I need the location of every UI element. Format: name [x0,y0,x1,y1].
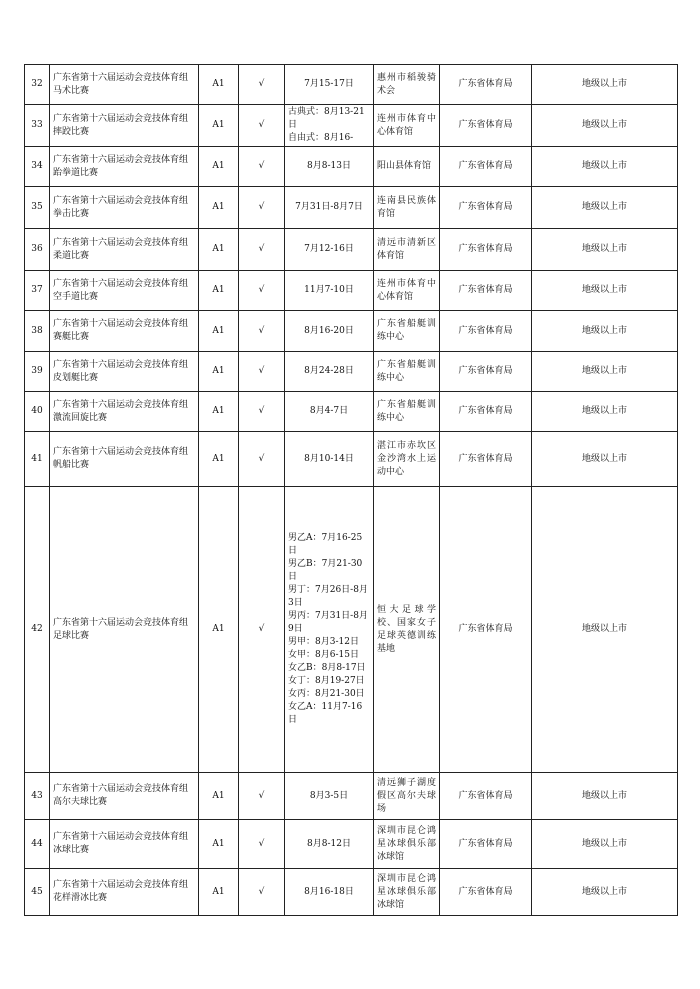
table-row [25,487,678,773]
event-name: 广东省第十六届运动会竞技体育组帆船比赛 [50,432,199,487]
event-name: 广东省第十六届运动会竞技体育组马术比赛 [50,65,199,105]
event-date: 8月3-5日 [285,773,374,820]
participant-scope: 地级以上市 [532,392,678,432]
event-name: 广东省第十六届运动会竞技体育组拳击比赛 [50,187,199,229]
event-name: 广东省第十六届运动会竞技体育组足球比赛 [50,487,199,773]
event-venue: 广东省船艇训练中心 [374,311,440,352]
event-level: A1 [199,105,239,147]
event-date: 8月8-13日 [285,147,374,187]
event-name: 广东省第十六届运动会竞技体育组柔道比赛 [50,229,199,271]
event-level: A1 [199,271,239,311]
event-level: A1 [199,487,239,773]
table-row [25,432,678,487]
organizer: 广东省体育局 [440,352,532,392]
event-venue: 湛江市赤坎区金沙湾水上运动中心 [374,432,440,487]
participant-scope: 地级以上市 [532,271,678,311]
participant-scope: 地级以上市 [532,311,678,352]
organizer: 广东省体育局 [440,105,532,147]
check-mark: √ [239,773,285,820]
row-number: 44 [25,820,50,869]
event-venue: 恒大足球学校、国家女子足球英德训练基地 [374,487,440,773]
event-level: A1 [199,229,239,271]
row-number: 32 [25,65,50,105]
date-line: 男丁：7月26日-8月3日 [288,585,368,608]
event-name: 广东省第十六届运动会竞技体育组空手道比赛 [50,271,199,311]
check-mark: √ [239,869,285,916]
check-mark: √ [239,65,285,105]
organizer: 广东省体育局 [440,65,532,105]
event-date: 8月10-14日 [285,432,374,487]
event-date [285,105,374,147]
table-row [25,820,678,869]
event-venue: 广东省船艇训练中心 [374,352,440,392]
check-mark: √ [239,487,285,773]
event-date: 7月15-17日 [285,65,374,105]
row-number: 36 [25,229,50,271]
check-mark: √ [239,432,285,487]
check-mark: √ [239,147,285,187]
table-row [25,392,678,432]
participant-scope: 地级以上市 [532,773,678,820]
check-mark: √ [239,352,285,392]
event-level: A1 [199,869,239,916]
event-name: 广东省第十六届运动会竞技体育组摔跤比赛 [50,105,199,147]
table-row [25,229,678,271]
participant-scope: 地级以上市 [532,187,678,229]
date-line: 女乙B：8月8-17日 [288,663,366,673]
row-number: 33 [25,105,50,147]
table-row [25,869,678,916]
event-venue: 惠州市稻骏骑术会 [374,65,440,105]
participant-scope: 地级以上市 [532,869,678,916]
table-row [25,65,678,105]
organizer: 广东省体育局 [440,147,532,187]
event-level: A1 [199,773,239,820]
date-line: 男乙A：7月16-25日 [288,533,363,556]
event-level: A1 [199,352,239,392]
event-venue: 阳山县体育馆 [374,147,440,187]
event-date: 8月16-18日 [285,869,374,916]
organizer: 广东省体育局 [440,487,532,773]
table-row [25,311,678,352]
row-number: 42 [25,487,50,773]
check-mark: √ [239,820,285,869]
organizer: 广东省体育局 [440,773,532,820]
participant-scope: 地级以上市 [532,820,678,869]
date-line: 自由式：8月16- [288,133,354,143]
event-name: 广东省第十六届运动会竞技体育组冰球比赛 [50,820,199,869]
event-level: A1 [199,311,239,352]
row-number: 45 [25,869,50,916]
participant-scope: 地级以上市 [532,65,678,105]
participant-scope: 地级以上市 [532,352,678,392]
event-name: 广东省第十六届运动会竞技体育组皮划艇比赛 [50,352,199,392]
event-venue: 连州市体育中心体育馆 [374,271,440,311]
table-body [25,65,678,916]
event-level: A1 [199,392,239,432]
check-mark: √ [239,229,285,271]
check-mark: √ [239,311,285,352]
date-line: 男乙B：7月21-30日 [288,559,363,582]
event-name: 广东省第十六届运动会竞技体育组赛艇比赛 [50,311,199,352]
table-row [25,773,678,820]
check-mark: √ [239,187,285,229]
participant-scope: 地级以上市 [532,487,678,773]
schedule-table [24,64,678,916]
row-number: 40 [25,392,50,432]
event-venue: 深圳市昆仑鸿星冰球俱乐部冰球馆 [374,820,440,869]
event-date: 8月24-28日 [285,352,374,392]
date-line: 古典式：8月13-21日 [288,107,365,130]
event-date: 7月31日-8月7日 [285,187,374,229]
row-number: 38 [25,311,50,352]
event-venue: 清远狮子湖度假区高尔夫球场 [374,773,440,820]
event-date: 8月8-12日 [285,820,374,869]
event-level: A1 [199,820,239,869]
event-venue: 清远市清新区体育馆 [374,229,440,271]
organizer: 广东省体育局 [440,869,532,916]
organizer: 广东省体育局 [440,187,532,229]
organizer: 广东省体育局 [440,820,532,869]
event-venue: 连州市体育中心体育馆 [374,105,440,147]
event-date: 7月12-16日 [285,229,374,271]
date-line: 女丙：8月21-30日 [288,689,365,699]
event-level: A1 [199,187,239,229]
table-row [25,147,678,187]
event-name: 广东省第十六届运动会竞技体育组花样滑冰比赛 [50,869,199,916]
event-name: 广东省第十六届运动会竞技体育组高尔夫球比赛 [50,773,199,820]
row-number: 37 [25,271,50,311]
participant-scope: 地级以上市 [532,105,678,147]
event-date: 8月16-20日 [285,311,374,352]
date-line: 女甲：8月6-15日 [288,650,359,660]
organizer: 广东省体育局 [440,432,532,487]
event-date: 8月4-7日 [285,392,374,432]
organizer: 广东省体育局 [440,229,532,271]
date-line: 男丙：7月31日-8月9日 [288,611,368,634]
table-row [25,187,678,229]
row-number: 43 [25,773,50,820]
table-row [25,271,678,311]
check-mark: √ [239,105,285,147]
event-venue: 深圳市昆仑鸿星冰球俱乐部冰球馆 [374,869,440,916]
event-date: 11月7-10日 [285,271,374,311]
event-venue: 广东省船艇训练中心 [374,392,440,432]
organizer: 广东省体育局 [440,392,532,432]
table-row [25,105,678,147]
row-number: 39 [25,352,50,392]
organizer: 广东省体育局 [440,311,532,352]
event-venue: 连南县民族体育馆 [374,187,440,229]
organizer: 广东省体育局 [440,271,532,311]
check-mark: √ [239,271,285,311]
participant-scope: 地级以上市 [532,229,678,271]
event-name: 广东省第十六届运动会竞技体育组激流回旋比赛 [50,392,199,432]
participant-scope: 地级以上市 [532,432,678,487]
check-mark: √ [239,392,285,432]
event-level: A1 [199,65,239,105]
event-name: 广东省第十六届运动会竞技体育组跆拳道比赛 [50,147,199,187]
row-number: 41 [25,432,50,487]
table-row [25,352,678,392]
participant-scope: 地级以上市 [532,147,678,187]
date-line: 男甲：8月3-12日 [288,637,359,647]
row-number: 34 [25,147,50,187]
event-date [285,487,374,773]
date-line: 女乙A：11月7-16日 [288,702,363,725]
row-number: 35 [25,187,50,229]
event-level: A1 [199,432,239,487]
event-level: A1 [199,147,239,187]
date-line: 女丁：8月19-27日 [288,676,365,686]
